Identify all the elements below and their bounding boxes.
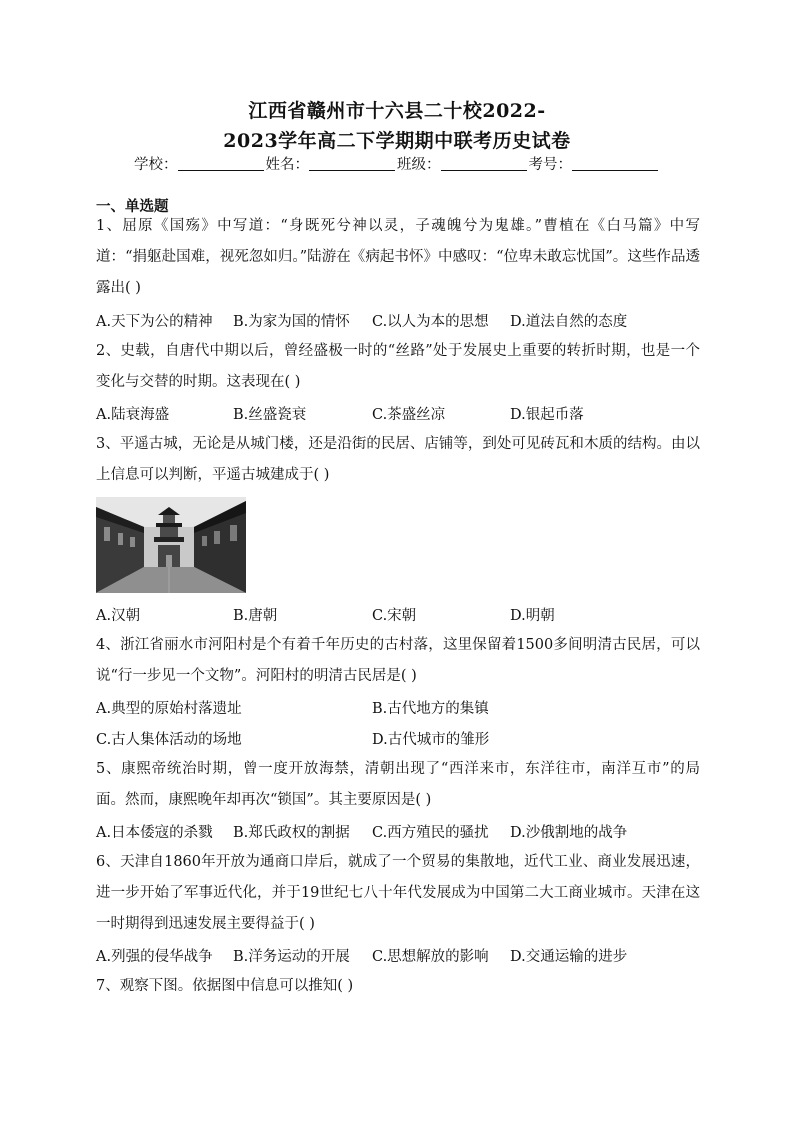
question-3-options <box>96 604 716 630</box>
question-1-option-a[interactable]: A.天下为公的精神 <box>96 314 213 330</box>
question-1-option-b[interactable]: B.为家为国的情怀 <box>233 314 350 330</box>
name-blank[interactable] <box>309 156 395 171</box>
question-1-options <box>96 310 716 336</box>
class-label: 班级： <box>397 157 441 173</box>
question-2-option-a[interactable]: A.陆衰海盛 <box>96 407 170 423</box>
question-4-stem: 4、浙江省丽水市河阳村是个有着千年历史的古村落，这里保留着1500多间明清古民居，可以说“行一步见一个文物”。河阳村的明清古民居是( ) <box>96 637 700 684</box>
exam-title-line1: 江西省赣州市十六县二十校2022- <box>248 100 546 122</box>
question-6-option-b[interactable]: B.洋务运动的开展 <box>233 949 350 965</box>
question-3-option-c[interactable]: C.宋朝 <box>372 608 417 624</box>
section-title: 一、单选题 <box>96 198 169 215</box>
question-2-options <box>96 403 716 429</box>
question-3-option-d[interactable]: D.明朝 <box>510 608 555 624</box>
exam-number-blank[interactable] <box>572 156 658 171</box>
school-label: 学校： <box>134 157 178 173</box>
question-5-option-b[interactable]: B.郑氏政权的割据 <box>233 825 350 841</box>
question-3-option-b[interactable]: B.唐朝 <box>233 608 278 624</box>
question-4-option-b[interactable]: B.古代地方的集镇 <box>372 701 489 717</box>
question-1-option-c[interactable]: C.以人为本的思想 <box>372 314 489 330</box>
question-4-option-d[interactable]: D.古代城市的雏形 <box>372 732 490 748</box>
class-blank[interactable] <box>441 156 527 171</box>
question-5-options <box>96 821 716 847</box>
question-4-option-a[interactable]: A.典型的原始村落遗址 <box>96 701 242 717</box>
question-1-stem: 1、屈原《国殇》中写道：“身既死兮神以灵，子魂魄兮为鬼雄。”曹植在《白马篇》中写道：“捐躯赴国难，视死忽如归。”陆游在《病起书怀》中感叹：“位卑未敢忘忧国”。这些作品透露出( ) <box>96 218 700 296</box>
name-label: 姓名： <box>265 157 309 173</box>
question-6-option-c[interactable]: C.思想解放的影响 <box>372 949 489 965</box>
exam-number-label: 考号： <box>528 157 572 173</box>
question-3-stem: 3、平遥古城，无论是从城门楼，还是沿街的民居、店铺等，到处可见砖瓦和木质的结构。由以上信息可以判断，平遥古城建成于( ) <box>96 436 700 483</box>
student-info-line <box>0 153 794 174</box>
exam-title-line2: 2023学年高二下学期期中联考历史试卷 <box>223 130 571 152</box>
question-4-options-row2 <box>96 728 716 754</box>
question-4-option-c[interactable]: C.古人集体活动的场地 <box>96 732 242 748</box>
question-6-stem: 6、天津自1860年开放为通商口岸后，就成了一个贸易的集散地，近代工业、商业发展迅速，进一步开始了军事近代化，并于19世纪七八十年代发展成为中国第二大工商业城市。天津在这一时期得到迅速发展主要得益于( ) <box>96 854 700 932</box>
question-2-stem: 2、史载，自唐代中期以后，曾经盛极一时的“丝路”处于发展史上重要的转折时期，也是一个变化与交替的时期。这表现在( ) <box>96 343 700 390</box>
question-6-options <box>96 945 716 971</box>
question-3-option-a[interactable]: A.汉朝 <box>96 608 141 624</box>
pingyao-city-photo <box>96 497 246 593</box>
question-2-option-c[interactable]: C.茶盛丝凉 <box>372 407 446 423</box>
question-5-option-a[interactable]: A.日本倭寇的杀戮 <box>96 825 213 841</box>
question-5-option-c[interactable]: C.西方殖民的骚扰 <box>372 825 489 841</box>
question-5-option-d[interactable]: D.沙俄割地的战争 <box>510 825 628 841</box>
question-6-option-a[interactable]: A.列强的侵华战争 <box>96 949 213 965</box>
question-2-option-d[interactable]: D.银起币落 <box>510 407 584 423</box>
question-4-options-row1 <box>96 697 716 723</box>
question-5-stem: 5、康熙帝统治时期，曾一度开放海禁，清朝出现了“西洋来市，东洋往市，南洋互市”的局面。然而，康熙晚年却再次“锁国”。其主要原因是( ) <box>96 761 700 808</box>
school-blank[interactable] <box>178 156 264 171</box>
question-6-option-d[interactable]: D.交通运输的进步 <box>510 949 628 965</box>
question-1-option-d[interactable]: D.道法自然的态度 <box>510 314 628 330</box>
question-7-stem: 7、观察下图。依据图中信息可以推知( ) <box>96 978 354 994</box>
question-2-option-b[interactable]: B.丝盛瓷衰 <box>233 407 307 423</box>
